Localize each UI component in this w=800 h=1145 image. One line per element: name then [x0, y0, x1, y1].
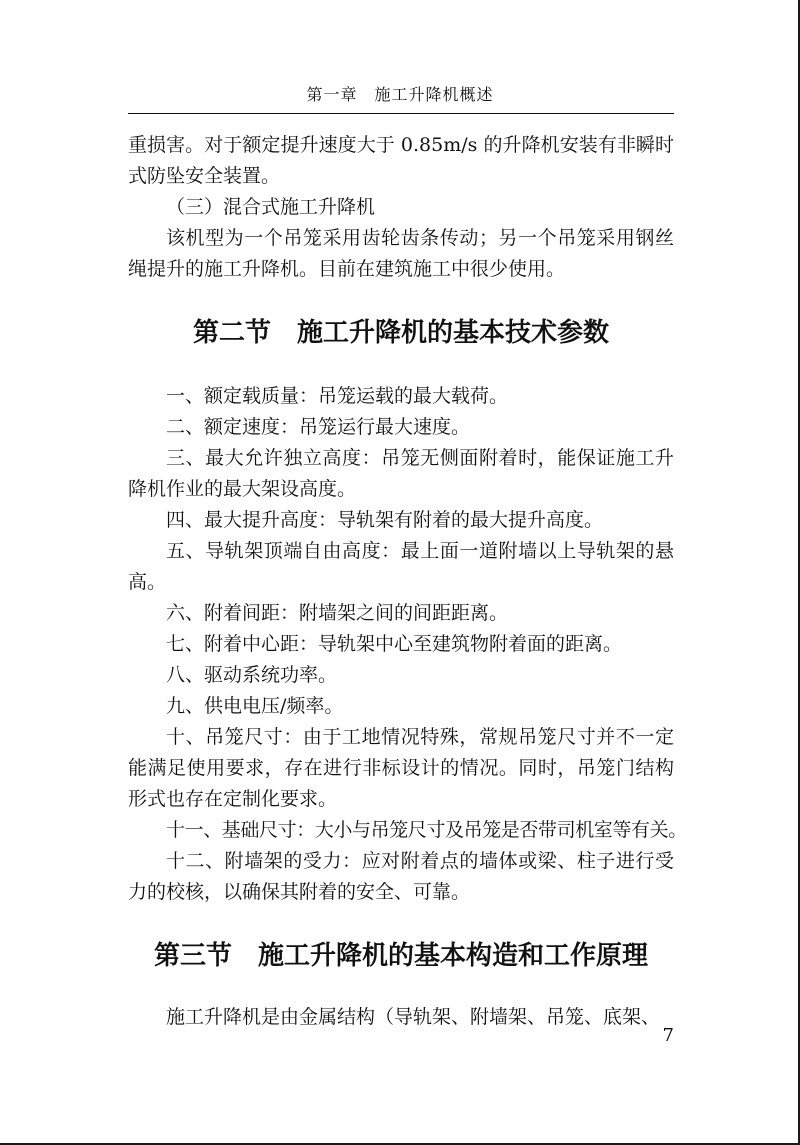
page-number: 7	[662, 1025, 674, 1046]
list-item: 八、驱动系统功率。	[166, 664, 338, 686]
section-title-technical-parameters: 第二节 施工升降机的基本技术参数	[192, 318, 609, 348]
list-item: 三、最大允许独立高度：吊笼无侧面附着时，能保证施工升降机作业的最大架设高度。	[128, 447, 674, 500]
subheading-hybrid-type: （三）混合式施工升降机	[166, 196, 376, 218]
page-body	[128, 130, 687, 1033]
list-item: 十二、附墙架的受力：应对附着点的墙体或梁、柱子进行受力的校核，以确保其附着的安全、可靠。	[128, 850, 674, 903]
list-item: 四、最大提升高度：导轨架有附着的最大提升高度。	[166, 509, 604, 531]
list-item: 一、额定载质量：吊笼运载的最大载荷。	[166, 385, 509, 407]
list-item: 十、吊笼尺寸：由于工地情况特殊，常规吊笼尺寸并不一定能满足使用要求，存在进行非标设计的情况。同时，吊笼门结构形式也存在定制化要求。	[128, 726, 674, 810]
list-item: 九、供电电压/频率。	[166, 695, 344, 717]
list-item: 五、导轨架顶端自由高度：最上面一道附墙以上导轨架的悬高。	[128, 540, 674, 593]
list-item: 十一、基础尺寸：大小与吊笼尺寸及吊笼是否带司机室等有关。	[166, 819, 687, 841]
list-item: 六、附着间距：附墙架之间的间距距离。	[166, 602, 509, 624]
section-title-construction-principle: 第三节 施工升降机的基本构造和工作原理	[153, 941, 648, 971]
header-rule	[128, 113, 674, 114]
list-item: 二、额定速度：吊笼运行最大速度。	[166, 416, 471, 438]
paragraph-continued: 重损害。对于额定提升速度大于 0.85m/s 的升降机安装有非瞬时式防坠安全装置。	[128, 134, 674, 187]
running-header: 第一章 施工升降机概述	[306, 85, 494, 104]
paragraph-hybrid-type: 该机型为一个吊笼采用齿轮齿条传动；另一个吊笼采用钢丝绳提升的施工升降机。目前在建筑施工中很少使用。	[128, 227, 674, 280]
paragraph-structure-intro: 施工升降机是由金属结构（导轨架、附墙架、吊笼、底架、	[166, 1006, 661, 1028]
list-item: 七、附着中心距：导轨架中心至建筑物附着面的距离。	[166, 633, 623, 655]
